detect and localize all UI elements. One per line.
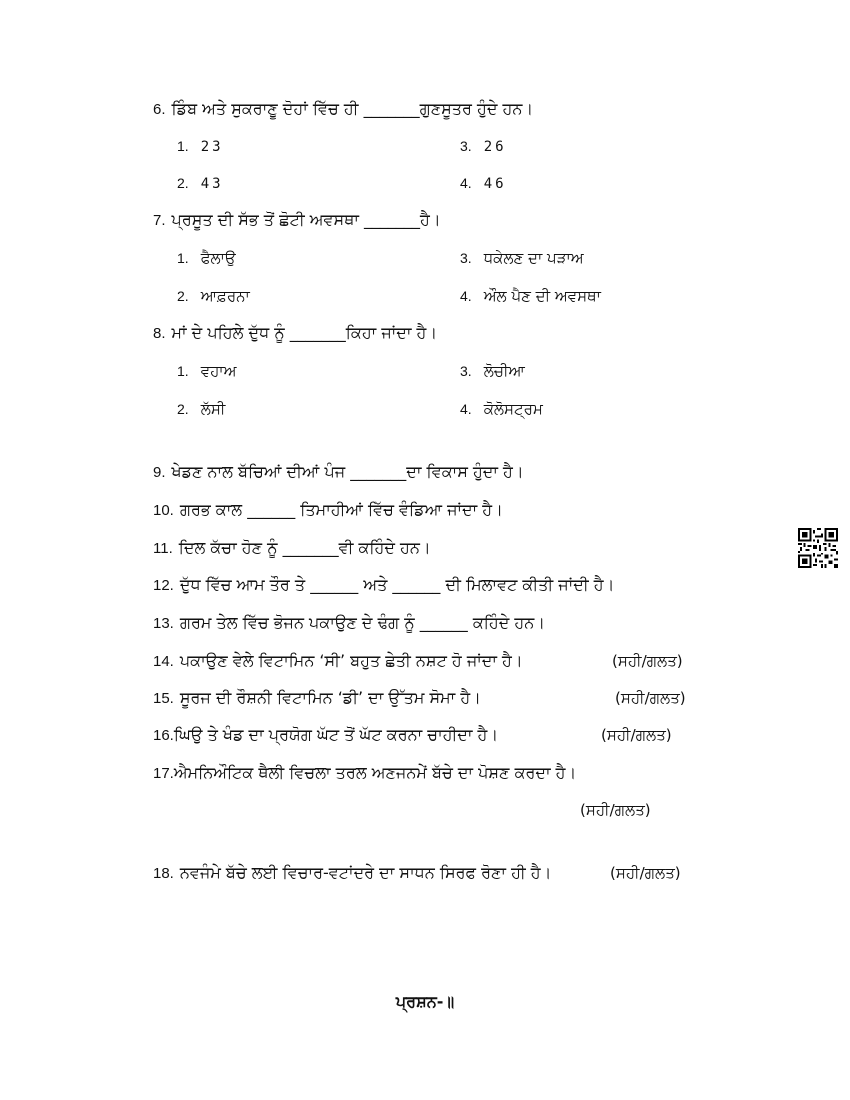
option-7-2: 2. ਆਫ਼ਰਨਾ	[177, 287, 250, 305]
question-17: 17.ਐਮਨਿਔਟਿਕ ਥੈਲੀ ਵਿਚਲਾ ਤਰਲ ਅਣਜਨਮੇਂ ਬੱਚੇ ਦਾ ਪੋਸ਼ਣ ਕਰਦਾ ਹੈ।	[153, 763, 577, 782]
option-7-4: 4. ਔਲ ਪੈਣ ਦੀ ਅਵਸਥਾ	[460, 287, 601, 305]
option-8-3: 3. ਲੋਚੀਆ	[460, 362, 525, 380]
question-6	[153, 98, 533, 121]
question-text: ਡਿੰਬ ਅਤੇ ਸੁਕਰਾਣੂ ਦੋਹਾਂ ਵਿੱਚ ਹੀ _______ਗੁਣਸੂਤਰ ਹੁੰਦੇ ਹਨ।	[171, 99, 534, 118]
question-8	[153, 322, 437, 345]
question-9: 9. ਖੇਡਣ ਨਾਲ ਬੱਚਿਆਂ ਦੀਆਂ ਪੰਜ _______ਦਾ ਵਿਕਾਸ ਹੁੰਦਾ ਹੈ।	[153, 462, 524, 481]
question-18: 18. ਨਵਜੰਮੇ ਬੱਚੇ ਲਈ ਵਿਚਾਰ-ਵਟਾਂਦਰੇ ਦਾ ਸਾਧਨ ਸਿਰਫ ਰੋਣਾ ਹੀ ਹੈ।	[153, 863, 552, 882]
option-6-2: 2. 43	[177, 175, 224, 192]
question-15: 15. ਸੂਰਜ ਦੀ ਰੌਸ਼ਨੀ ਵਿਟਾਮਿਨ ‘ਡੀ’ ਦਾ ਉੱਤਮ ਸੋਮਾ ਹੈ।	[153, 688, 481, 707]
option-6-3: 3. 26	[460, 138, 507, 155]
question-14: 14. ਪਕਾਉਣ ਵੇਲੇ ਵਿਟਾਮਿਨ ‘ਸੀ’ ਬਹੁਤ ਛੇਤੀ ਨਸ਼ਟ ਹੋ ਜਾਂਦਾ ਹੈ।	[153, 651, 523, 670]
true-false-label-14: (ਸਹੀ/ਗਲਤ)	[612, 652, 683, 670]
true-false-label-16: (ਸਹੀ/ਗਲਤ)	[601, 726, 672, 744]
option-6-4: 4. 46	[460, 175, 507, 192]
question-12: 12. ਦੁੱਧ ਵਿੱਚ ਆਮ ਤੌਰ ਤੇ ______ ਅਤੇ ______ ਦੀ ਮਿਲਾਵਟ ਕੀਤੀ ਜਾਂਦੀ ਹੈ।	[153, 575, 615, 594]
option-6-1: 1. 23	[177, 138, 224, 155]
question-number: 7.	[153, 212, 166, 229]
section-footer-label: ਪ੍ਰਸ਼ਨ-॥	[395, 992, 455, 1011]
question-10: 10. ਗਰਭ ਕਾਲ ______ ਤਿਮਾਹੀਆਂ ਵਿੱਚ ਵੰਡਿਆ ਜਾਂਦਾ ਹੈ।	[153, 500, 503, 519]
question-number: 6.	[153, 101, 166, 118]
question-text: ਮਾਂ ਦੇ ਪਹਿਲੇ ਦੁੱਧ ਨੂੰ _______ਕਿਹਾ ਜਾਂਦਾ ਹੈ।	[171, 323, 438, 342]
option-8-4: 4. ਕੋਲੋਸਟ੍ਰਮ	[460, 400, 543, 418]
option-8-1: 1. ਵਹਾਅ	[177, 362, 237, 380]
qr-code-icon	[798, 528, 838, 568]
true-false-label-15: (ਸਹੀ/ਗਲਤ)	[615, 689, 686, 707]
true-false-label-18: (ਸਹੀ/ਗਲਤ)	[610, 864, 681, 882]
question-13: 13. ਗਰਮ ਤੇਲ ਵਿੱਚ ਭੋਜਨ ਪਕਾਉਣ ਦੇ ਢੰਗ ਨੂੰ ______ ਕਹਿੰਦੇ ਹਨ।	[153, 613, 546, 632]
question-number: 8.	[153, 325, 166, 342]
question-text: ਪ੍ਰਸੂਤ ਦੀ ਸੱਭ ਤੋਂ ਛੋਟੀ ਅਵਸਥਾ _______ਹੈ।	[171, 210, 441, 229]
option-7-3: 3. ਧਕੇਲਣ ਦਾ ਪੜਾਅ	[460, 249, 584, 267]
question-11: 11. ਦਿਲ ਕੱਚਾ ਹੋਣ ਨੂੰ _______ਵੀ ਕਹਿੰਦੇ ਹਨ।	[153, 538, 431, 557]
option-7-1: 1. ਫੈਲਾਉ	[177, 249, 236, 267]
question-7	[153, 209, 441, 232]
question-16: 16.ਘਿਉ ਤੇ ਖੰਡ ਦਾ ਪ੍ਰਯੋਗ ਘੱਟ ਤੋਂ ਘੱਟ ਕਰਨਾ ਚਾਹੀਦਾ ਹੈ।	[153, 725, 499, 744]
option-8-2: 2. ਲੱਸੀ	[177, 400, 226, 418]
true-false-label-17: (ਸਹੀ/ਗਲਤ)	[580, 801, 651, 819]
